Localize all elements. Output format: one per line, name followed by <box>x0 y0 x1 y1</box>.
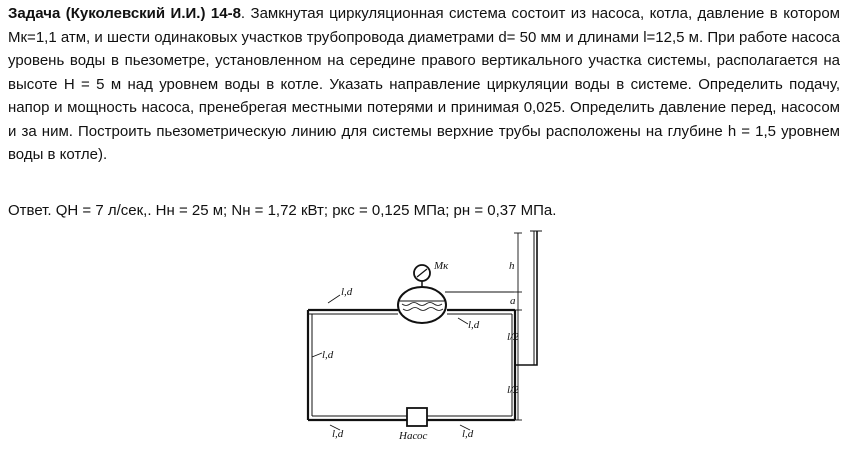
dim-h-label: h <box>509 260 515 272</box>
dim-half-lower-label: l/2 <box>507 384 519 396</box>
piezometer <box>515 231 542 365</box>
pipe-label-bottom-right: l,d <box>462 428 474 440</box>
problem-statement <box>8 2 840 167</box>
boiler <box>398 287 446 323</box>
pump-icon <box>407 408 427 426</box>
gauge-label: Mк <box>434 260 449 272</box>
pipe-label-left: l,d <box>322 349 334 361</box>
pump-label: Насос <box>399 430 428 442</box>
answer-line: Ответ. QH = 7 л/сек,. Hн = 25 м; Nн = 1,72 кВт; pкс = 0,125 МПа; pн = 0,37 МПа. <box>8 202 557 219</box>
dim-half-upper-label: l/2 <box>507 331 519 343</box>
gauge-icon <box>414 265 430 287</box>
pipe-label-top-right: l,d <box>468 319 480 331</box>
dim-a-label: a <box>510 295 516 307</box>
pipe-label-bottom-left: l,d <box>332 428 344 440</box>
circulation-system-diagram <box>290 225 560 453</box>
problem-title: Задача (Куколевский И.И.) 14-8 <box>8 5 241 22</box>
problem-text: . Замкнутая циркуляционная система состоит из насоса, котла, давление в котором Мк=1,1 атм, и шести одинаковых участков трубопровода диаметрами d= 50 мм и длинами l=12,5 м. При работе насоса уровень воды в пьезометре, установленном на середине правого вертикального участка системы, располагается на высоте Н = 5 м над уровнем воды в котле. Указать направление циркуляции воды в системе. Определить подачу, напор и мощность насоса, пренебрегая местными потерями и принимая 0,025. Определить давление перед, насосом и за ним. Построить пьезометрическую линию для системы верхние трубы расположены на глубине h = 1,5 уровнем воды в котле). <box>8 5 840 163</box>
pipe-label-top-left: l,d <box>341 286 353 298</box>
